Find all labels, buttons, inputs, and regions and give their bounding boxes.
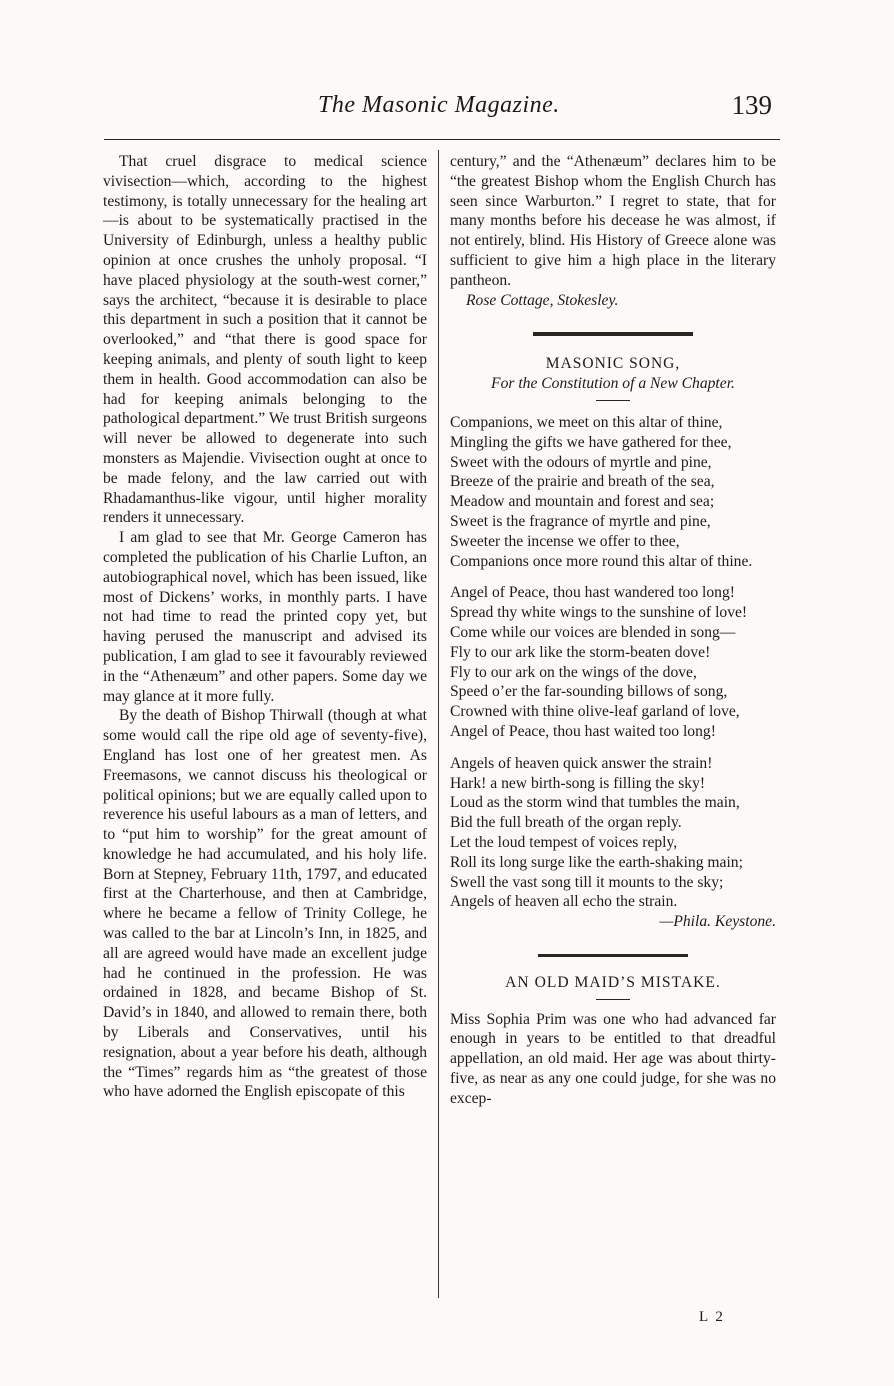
story-opening: Miss Sophia Prim was one who had advanced far enough in years to be entitled to that dreadful appellation, an old maid. Her age was about thirty-five, as near as any one could judge, for she was no excep- — [450, 1010, 776, 1107]
attribution: Rose Cottage, Stokesley. — [466, 291, 619, 309]
verse-line: Spread thy white wings to the sunshine of love! — [450, 604, 748, 622]
song-signature: —Phila. Keystone. — [659, 913, 776, 931]
paragraph-vivisection: That cruel disgrace to medical science vivisection—which, according to the highest testimony, is totally unnecessary for the healing art—is about to be systematically practised in the University of Edinburgh, unless a healthy public opinion at once crushes the unholy proposal. “I have placed physiology at the south-west corner,” says the architect, “because it is desirable to place this department in such a position that it cannot be overlooked,” and “that there is good space for keeping animals, and plenty of south light to keep them in health. Good accommodation can also be had for keeping animals belonging to the pathological department.” We trust British surgeons will never be allowed to degenerate into such monsters as Majendie. Vivisection ought at once to be made felony, and the law carried out with Rhadamanthus-like vigour, until higher morality renders it unnecessary. — [103, 153, 427, 527]
verse-line: Crowned with thine olive-leaf garland of love, — [450, 703, 740, 721]
verse-line: Sweet with the odours of myrtle and pine, — [450, 453, 712, 471]
verse-line: Angels of heaven all echo the strain. — [450, 893, 678, 911]
paragraph-continuation: century,” and the “Athenæum” declares him to be “the greatest Bishop whom the English Church has seen since Warburton.” I regret to state, that for many months before his decease he was almost, if not entirely, blind. His History of Greece alone was sufficient to give him a high place in the literary pantheon. — [450, 153, 776, 289]
verse-line: Let the loud tempest of voices reply, — [450, 833, 678, 851]
verse-line: Mingling the gifts we have gathered for thee, — [450, 433, 732, 451]
section-rule — [533, 332, 693, 336]
verse-line: Fly to our ark like the storm-beaten dove! — [450, 643, 711, 661]
verse-line: Come while our voices are blended in song— — [450, 623, 736, 641]
verse-line: Sweet is the fragrance of myrtle and pine, — [450, 512, 711, 530]
song-stanza-2 — [450, 583, 776, 741]
page-number: 139 — [731, 90, 772, 120]
verse-line: Companions, we meet on this altar of thine, — [450, 413, 723, 431]
song-title: MASONIC SONG, — [545, 355, 681, 373]
verse-line: Bid the full breath of the organ reply. — [450, 814, 682, 832]
verse-line: Angel of Peace, thou hast waited too long! — [450, 722, 716, 740]
short-rule — [596, 400, 630, 401]
section-rule — [538, 954, 688, 957]
verse-line: Hark! a new birth-song is filling the sky! — [450, 774, 706, 792]
right-column — [450, 152, 776, 1109]
verse-line: Roll its long surge like the earth-shaking main; — [450, 853, 743, 871]
verse-line: Fly to our ark on the wings of the dove, — [450, 663, 697, 681]
verse-line: Swell the vast song till it mounts to the sky; — [450, 873, 724, 891]
song-stanza-1 — [450, 413, 776, 571]
verse-line: Meadow and mountain and forest and sea; — [450, 493, 715, 511]
column-divider — [438, 150, 439, 1298]
left-column — [103, 152, 427, 1102]
short-rule — [596, 999, 630, 1000]
verse-line: Companions once more round this altar of thine. — [450, 552, 753, 570]
song-stanza-3 — [450, 754, 776, 912]
signature-mark: L 2 — [699, 1309, 725, 1325]
paragraph-thirwall: By the death of Bishop Thirwall (though at what some would call the ripe old age of seventy-five), England has lost one of her greatest men. As Freemasons, we cannot discuss his theological or political opinions; but we are equally called upon to reverence his useful labours as a man of letters, and to “put him to worship” for the great amount of knowledge he had accumulated, and his holy life. Born at Stepney, February 11th, 1797, and educated first at the Charterhouse, and then at Cambridge, where he became a fellow of Trinity College, he was called to the bar at Lincoln’s Inn, in 1825, and all are agreed would have made an excellent judge had he continued in the profession. He was ordained in 1828, and became Bishop of St. David’s in 1840, and allowed to remain there, both by Liberals and Conservatives, until his resignation, about a year before his death, although the “Times” regards him as “the greatest of those who have adorned the English episcopate of this — [103, 707, 427, 1101]
header-rule — [104, 139, 780, 140]
verse-line: Sweeter the incense we offer to thee, — [450, 532, 680, 550]
song-subtitle: For the Constitution of a New Chapter. — [491, 375, 735, 393]
verse-line: Angels of heaven quick answer the strain! — [450, 754, 713, 772]
running-title: The Masonic Magazine. — [318, 92, 560, 118]
verse-line: Loud as the storm wind that tumbles the main, — [450, 794, 740, 812]
verse-line: Angel of Peace, thou hast wandered too long! — [450, 584, 735, 602]
running-head — [100, 86, 784, 126]
story-title: AN OLD MAID’S MISTAKE. — [505, 973, 721, 991]
verse-line: Speed o’er the far-sounding billows of song, — [450, 683, 728, 701]
paragraph-cameron: I am glad to see that Mr. George Cameron has completed the publication of his Charlie Lufton, an autobiographical novel, which has been issued, like most of Dickens’ works, in monthly parts. I have not had time to read the printed copy yet, but having perused the manuscript and advised its publication, I am glad to see it favourably reviewed in the “Athenæum” and other papers. Some day we may glance at it more fully. — [103, 529, 427, 705]
verse-line: Breeze of the prairie and breath of the sea, — [450, 473, 715, 491]
